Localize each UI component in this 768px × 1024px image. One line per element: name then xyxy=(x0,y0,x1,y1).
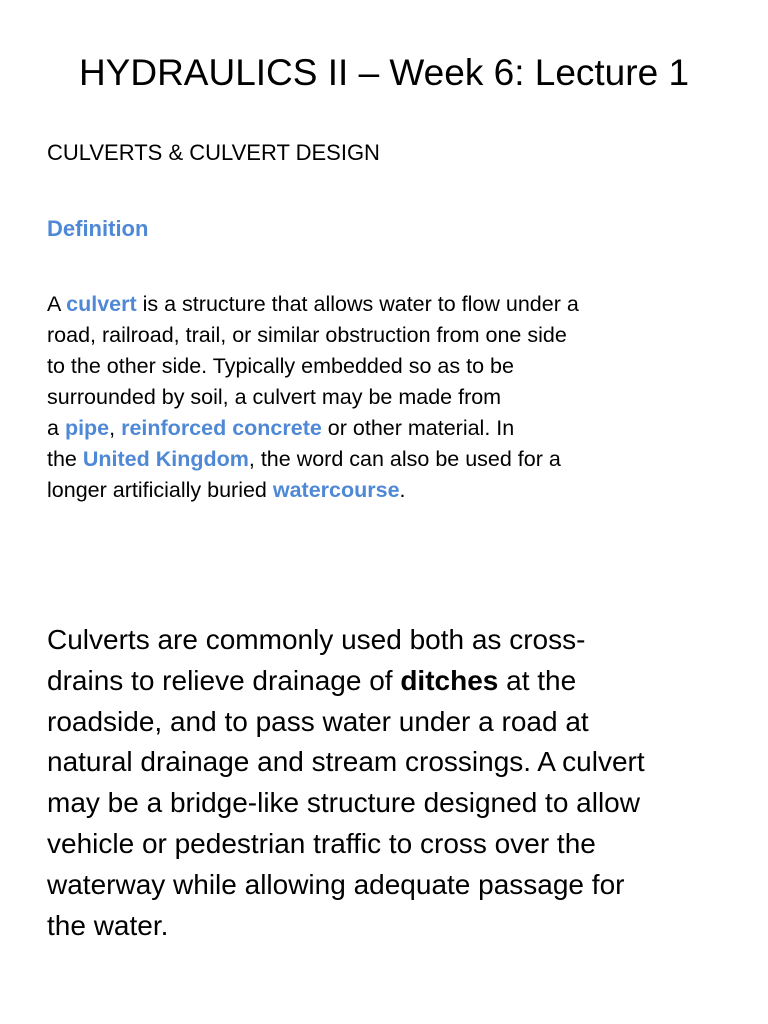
slide-subtitle: CULVERTS & CULVERT DESIGN xyxy=(47,140,380,165)
paragraph-line: to the other side. Typically embedded so as to be xyxy=(47,354,514,378)
pipe-link[interactable]: pipe xyxy=(64,416,110,440)
paragraph-line xyxy=(47,661,747,702)
paragraph-line: natural drainage and stream crossings. A culvert xyxy=(47,746,645,778)
paragraph-line: vehicle or pedestrian traffic to cross over the xyxy=(47,827,596,859)
culvert-link[interactable]: culvert xyxy=(66,292,137,316)
paragraph-line: road, railroad, trail, or similar obstruction from one side xyxy=(47,323,567,347)
paragraph-line: roadside, and to pass water under a road at xyxy=(47,705,589,737)
text-run: longer artificially buried xyxy=(47,478,273,502)
paragraph-line xyxy=(47,444,737,475)
definition-paragraph xyxy=(47,289,737,506)
text-run: , the word can also be used for a xyxy=(248,447,561,471)
paragraph-line: Culverts are commonly used both as cross- xyxy=(47,624,586,655)
paragraph-line xyxy=(47,413,737,444)
paragraph-line: may be a bridge-like structure designed to allow xyxy=(47,787,640,819)
text-run: a xyxy=(47,416,65,440)
text-run: drains to relieve drainage of xyxy=(47,664,401,696)
definition-heading: Definition xyxy=(47,216,149,241)
text-run: at the xyxy=(498,664,577,696)
watercourse-link[interactable]: watercourse xyxy=(272,478,400,502)
text-run: . xyxy=(399,478,406,502)
text-run: or other material. In xyxy=(321,416,515,440)
culvert-usage-paragraph xyxy=(47,620,747,946)
paragraph-line: the water. xyxy=(47,909,169,941)
paragraph-line xyxy=(47,475,737,506)
ditches-emphasis: ditches xyxy=(400,664,499,696)
paragraph-line: surrounded by soil, a culvert may be made from xyxy=(47,385,502,409)
paragraph-line: waterway while allowing adequate passage for xyxy=(47,868,625,900)
text-run: A xyxy=(47,292,67,316)
text-run: is a structure that allows water to flow under a xyxy=(136,292,579,316)
paragraph-line xyxy=(47,289,737,320)
reinforced-concrete-link[interactable]: reinforced concrete xyxy=(121,416,322,440)
text-run: the xyxy=(47,447,83,471)
slide-title: HYDRAULICS II – Week 6: Lecture 1 xyxy=(78,52,690,93)
united-kingdom-link[interactable]: United Kingdom xyxy=(82,447,249,471)
text-run: , xyxy=(109,416,122,440)
